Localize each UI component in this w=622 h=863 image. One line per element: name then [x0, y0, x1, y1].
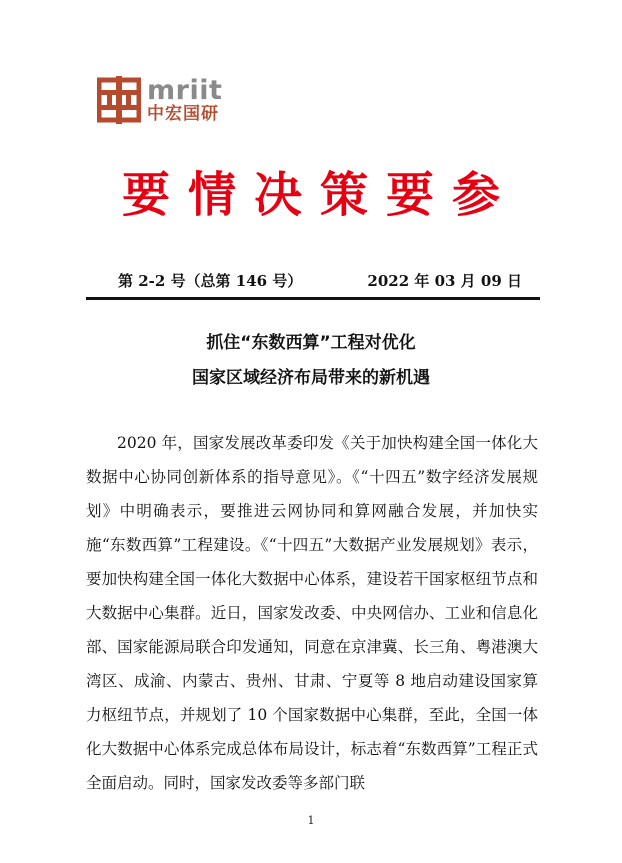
logo-english-text: mriit: [147, 75, 223, 106]
issue-number: 第 2-2 号（总第 146 号）: [118, 272, 303, 290]
logo-chinese-text: 中宏国研: [147, 104, 219, 124]
body-paragraph: 2020 年，国家发展改革委印发《关于加快构建全国一体化大数据中心协同创新体系的指导意见》。《“十四五”数字经济发展规划》中明确表示，要推进云网协同和算网融合发展，并加快实施“东数西算”工程建设。《“十四五”大数据产业发展规划》表示，要加快构建全国一体化大数据中心体系，建设若干国家枢纽节点和大数据中心集群。近日，国家发改委、中央网信办、工业和信息化部、国家能源局联合印发通知，同意在京津冀、长三角、粤港澳大湾区、成渝、内蒙古、贵州、甘肃、宁夏等 8 地启动建设国家算力枢纽节点，并规划了 10 个国家数据中心集群，至此，全国一体化大数据中心体系完成总体布局设计，标志着“东数西算”工程正式全面启动。同时，国家发改委等多部门联: [86, 434, 538, 792]
header-divider: [86, 297, 540, 300]
logo-wordmark: [147, 77, 222, 123]
mriit-logo-mark-icon: [97, 76, 141, 124]
headline-line-1: 抓住“东数西算”工程对优化: [206, 333, 416, 353]
page-number: 1: [307, 814, 315, 827]
headline-line-2: 国家区域经济布局带来的新机遇: [192, 368, 430, 388]
masthead-title: 要情决策要参: [121, 167, 518, 223]
issue-date: 2022 年 03 月 09 日: [367, 272, 522, 290]
issue-info: [118, 270, 522, 291]
brand-logo: [97, 74, 222, 126]
